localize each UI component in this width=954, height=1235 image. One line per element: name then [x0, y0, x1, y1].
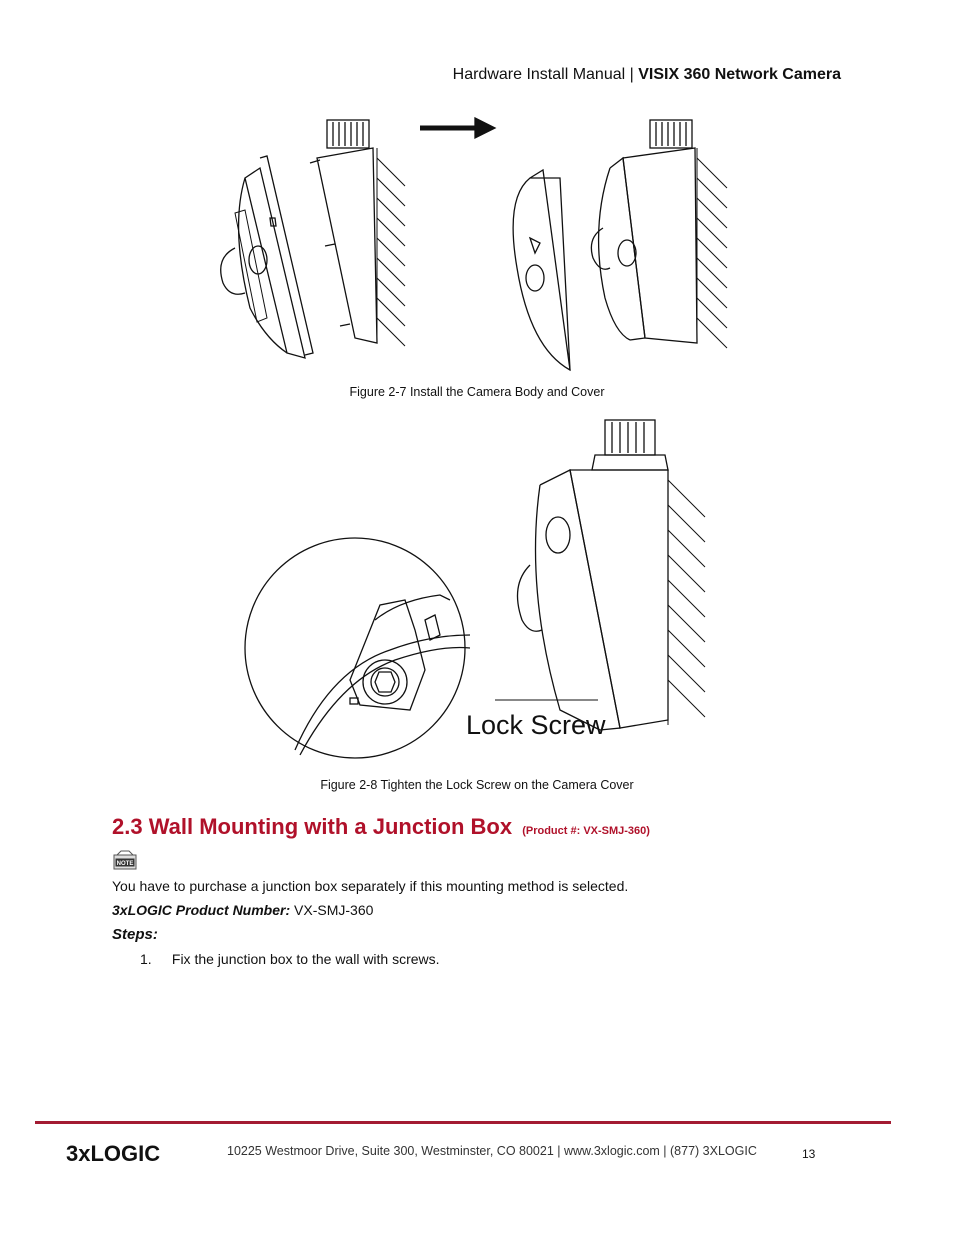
product-number-line [112, 902, 373, 918]
header-manual: Hardware Install Manual [452, 66, 626, 83]
note-text: You have to purchase a junction box separately if this mounting method is selected. [112, 878, 629, 894]
arrow-right-icon [420, 118, 495, 138]
zoom-detail [245, 538, 470, 758]
figure-caption-2-8: Figure 2-8 Tighten the Lock Screw on the Camera Cover [320, 778, 634, 792]
footer-address: 10225 Westmoor Drive, Suite 300, Westminster, CO 80021 | www.3xlogic.com | (877) 3XLOGIC [227, 1144, 757, 1158]
wall-hatch-left [377, 148, 405, 346]
section-title-text: 2.3 Wall Mounting with a Junction Box [112, 814, 513, 839]
camera-cover [513, 170, 570, 370]
step-item [140, 951, 440, 967]
product-number-label: 3xLOGIC Product Number: [112, 902, 291, 918]
header-product: VISIX 360 Network Camera [638, 66, 841, 83]
mount-plate-left [310, 120, 377, 343]
note-icon-text: NOTE [116, 861, 134, 867]
section-heading [112, 814, 650, 840]
company-logo [66, 1140, 206, 1166]
wall-hatch-fig2 [668, 470, 705, 725]
section-product-tag: (Product #: VX-SMJ-360) [522, 825, 650, 837]
camera-body-left [221, 156, 313, 358]
page-number: 13 [802, 1147, 816, 1161]
steps-label: Steps: [112, 926, 158, 943]
step-number: 1. [140, 951, 152, 967]
running-header [0, 66, 841, 84]
step-text: Fix the junction box to the wall with screws. [171, 951, 440, 967]
wall-hatch-right [697, 148, 727, 348]
header-separator: | [629, 66, 634, 83]
lock-screw-label: Lock Screw [466, 710, 606, 740]
footer-rule [35, 1121, 891, 1124]
product-number-value: VX-SMJ-360 [294, 902, 374, 918]
note-icon [113, 850, 137, 872]
figure-install-camera-body [205, 108, 745, 378]
camera-side-view [518, 420, 669, 730]
figure-caption-2-7: Figure 2-7 Install the Camera Body and Cover [349, 385, 605, 399]
logo-text: 3xLOGIC [66, 1141, 161, 1166]
camera-assembled [591, 120, 697, 343]
